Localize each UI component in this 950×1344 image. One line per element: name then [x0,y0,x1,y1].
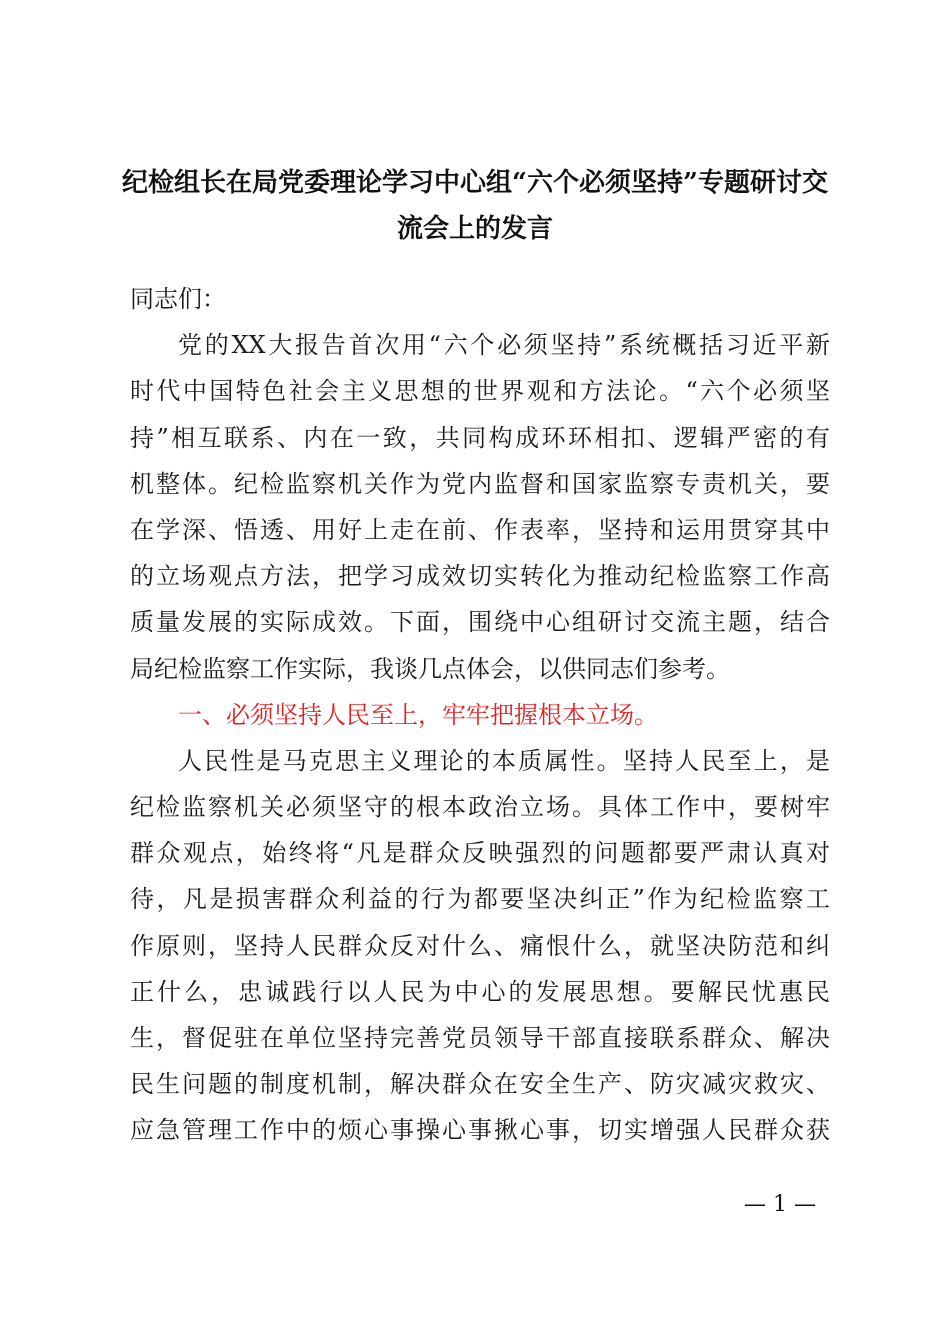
paragraph-section-1 [130,738,830,1154]
paragraph-line: 时代中国特色社会主义思想的世界观和方法论。“六个必须坚 [130,377,830,406]
paragraph-line: 民生问题的制度机制，解决群众在安全生产、防灾减灾救灾、 [130,1070,830,1099]
title-line: 流会上的发言 [396,214,553,244]
paragraph-line: 持”相互联系、内在一致，共同构成环环相扣、逻辑严密的有 [130,423,830,452]
paragraph-line: 正什么，忠诚践行以人民为中心的发展思想。要解民忧惠民 [130,977,830,1006]
document-body [130,276,830,1154]
paragraph-line: 党的XX大报告首次用“六个必须坚持”系统概括习近平新 [178,331,830,360]
paragraph-line: 作原则，坚持人民群众反对什么、痛恨什么，就坚决防范和纠 [130,931,830,960]
section-heading: 一、必须坚持人民至上，牢牢把握根本立场。 [178,700,658,729]
paragraph-line: 待，凡是损害群众利益的行为都要坚决纠正”作为纪检监察工 [130,885,830,914]
paragraph-line: 机整体。纪检监察机关作为党内监督和国家监察专责机关，要 [130,469,830,498]
paragraph-line: 纪检监察机关必须坚守的根本政治立场。具体工作中，要树牢 [130,793,830,822]
title-line: 纪检组长在局党委理论学习中心组“六个必须坚持”专题研讨交 [122,168,828,198]
paragraph-intro [130,322,830,692]
paragraph-line: 生，督促驻在单位坚持完善党员领导干部直接联系群众、解决 [130,1024,830,1052]
paragraph-line: 群众观点，始终将“凡是群众反映强烈的问题都要严肃认真对 [130,839,830,868]
paragraph-line: 局纪检监察工作实际，我谈几点体会，以供同志们参考。 [130,654,730,683]
paragraph-line: 应急管理工作中的烦心事操心事揪心事，切实增强人民群众获 [130,1116,830,1145]
document-title [120,160,830,252]
salutation: 同志们： [130,285,226,313]
paragraph-line: 的立场观点方法，把学习成效切实转化为推动纪检监察工作高 [130,562,830,591]
paragraph-line: 人民性是马克思主义理论的本质属性。坚持人民至上，是 [178,746,830,775]
paragraph-line: 质量发展的实际成效。下面，围绕中心组研讨交流主题，结合 [130,608,830,637]
page-number: — 1 — [744,1192,816,1217]
paragraph-line: 在学深、悟透、用好上走在前、作表率，坚持和运用贯穿其中 [130,515,830,544]
